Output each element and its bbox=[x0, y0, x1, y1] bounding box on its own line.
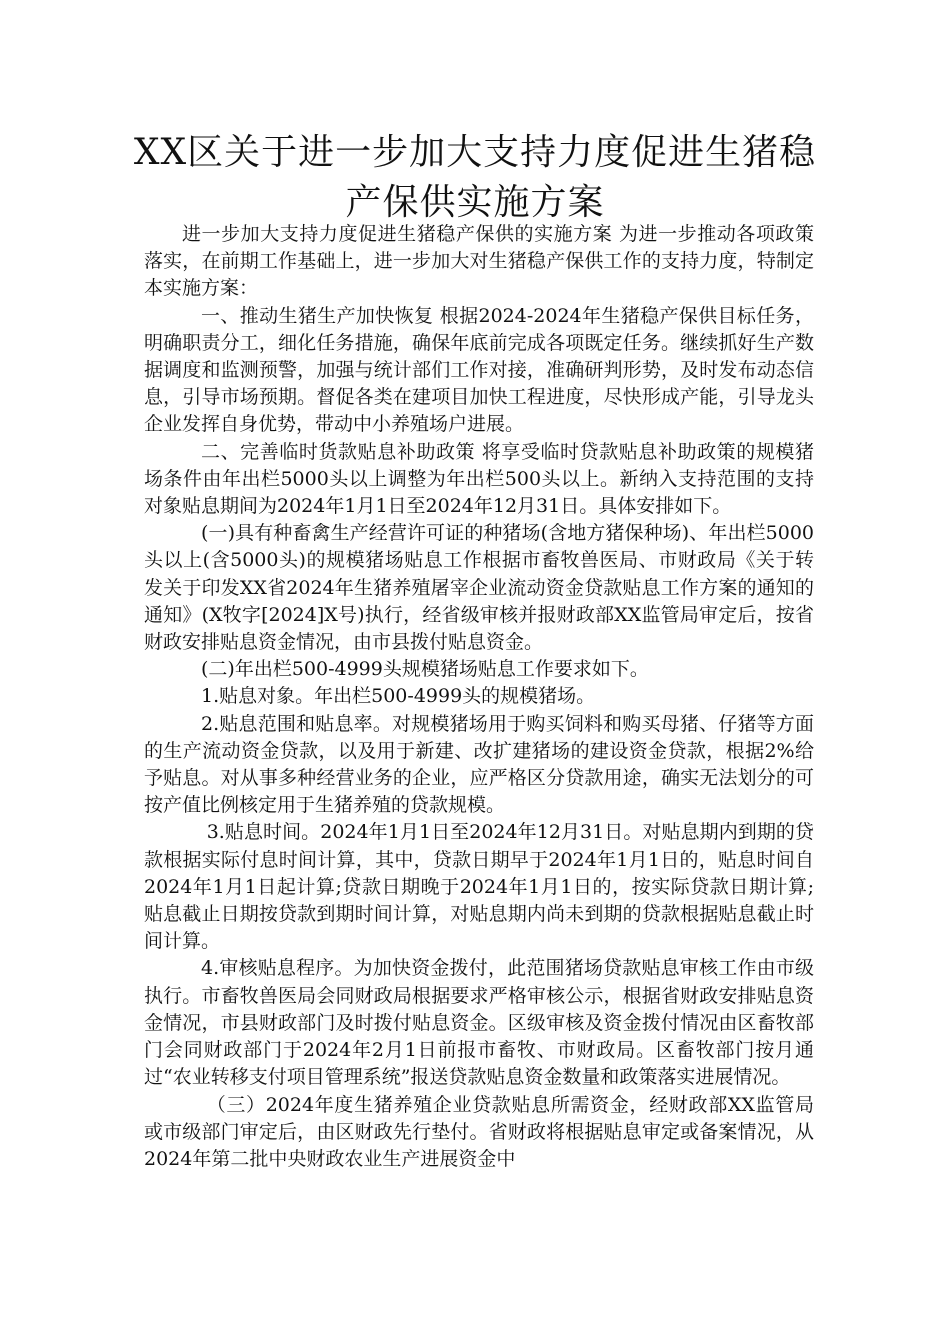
paragraph-item-3: 3.贴息时间。2024年1月1日至2024年12月31日。对贴息期内到期的贷款根据实际付息时间计算，其中，贷款日期早于2024年1月1日的，贴息时间自2024年1月1日起计算;贷款日期晚于2024年1月1日的，按实际贷款日期计算;贴息截止日期按贷款到期时间计算，对贴息期内尚未到期的贷款根据贴息截止时间计算。 bbox=[144, 821, 814, 953]
paragraph-section-2: 二、完善临时货款贴息补助政策 将享受临时贷款贴息补助政策的规模猪场条件由年出栏5000头以上调整为年出栏500头以上。新纳入支持范围的支持对象贴息期间为2024年1月1日至2024年12月31日。具体安排如下。 bbox=[144, 440, 814, 518]
paragraph-item-1: 1.贴息对象。年出栏500-4999头的规模猪场。 bbox=[201, 685, 596, 708]
paragraph-intro: 进一步加大支持力度促进生猪稳产保供的实施方案 为进一步推动各项政策落实，在前期工作基础上，进一步加大对生猪稳产保供工作的支持力度，特制定本实施方案： bbox=[144, 223, 814, 300]
document-body bbox=[144, 221, 814, 1173]
document-title: XX区关于进一步加大支持力度促进生猪稳产保供实施方案 bbox=[133, 132, 817, 223]
paragraph-section-1: 一、推动生猪生产加快恢复 根据2024-2024年生猪稳产保供目标任务，明确职责分工，细化任务措施，确保年底前完成各项既定任务。继续抓好生产数据调度和监测预警，加强与统计部们工作对接，准确研判形势，及时发布动态信息，引导市场预期。督促各类在建项目加快工程进度，尽快形成产能，引导龙头企业发挥自身优势，带动中小养殖场户进展。 bbox=[144, 304, 814, 436]
paragraph-item-4: 4.审核贴息程序。为加快资金拨付，此范围猪场贷款贴息审核工作由市级执行。市畜牧兽医局会同财政局根据要求严格审核公示，根据省财政安排贴息资金情况，市县财政部门及时拨付贴息资金。区级审核及资金拨付情况由区畜牧部门会同财政部门于2024年2月1日前报市畜牧、市财政局。区畜牧部门按月通过“农业转移支付项目管理系统”报送贷款贴息资金数量和政策落实进展情况。 bbox=[144, 957, 814, 1089]
paragraph-subsection-3: （三）2024年度生猪养殖企业贷款贴息所需资金，经财政部XX监管局或市级部门审定后，由区财政先行垫付。省财政将根据贴息审定或备案情况，从2024年第二批中央财政农业生产进展资金中 bbox=[144, 1093, 814, 1170]
paragraph-subsection-1: (一)具有种畜禽生产经营许可证的种猪场(含地方猪保种场)、年出栏5000头以上(含5000头)的规模猪场贴息工作根据市畜牧兽医局、市财政局《关于转发关于印发XX省2024年生猪养殖屠宰企业流动资金贷款贴息工作方案的通知的通知》(X牧字[2024]X号)执行，经省级审核并报财政部XX监管局审定后，按省财政安排贴息资金情况，由市县拨付贴息资金。 bbox=[144, 522, 814, 654]
paragraph-item-2: 2.贴息范围和贴息率。对规模猪场用于购买饲料和购买母猪、仔猪等方面的生产流动资金贷款，以及用于新建、改扩建猪场的建设资金贷款，根据2%给予贴息。对从事多种经营业务的企业，应严格区分贷款用途，确实无法划分的可按产值比例核定用于生猪养殖的贷款规模。 bbox=[144, 712, 814, 817]
paragraph-subsection-2: (二)年出栏500-4999头规模猪场贴息工作要求如下。 bbox=[201, 658, 649, 681]
